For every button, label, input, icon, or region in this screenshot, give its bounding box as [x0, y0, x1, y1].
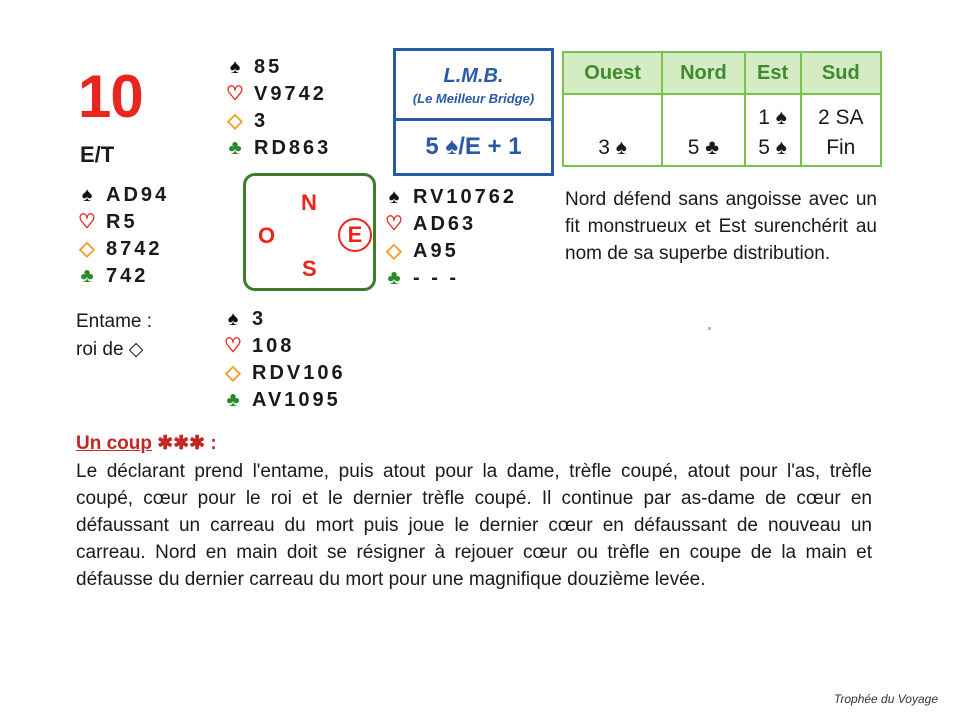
compass-south: S — [302, 256, 317, 281]
auction-cell-east — [745, 94, 801, 166]
coup-text: Le déclarant prend l'entame, puis atout pour la dame, trèfle coupé, atout pour l'as, trèfle coupé, cœur pour le roi et le dernier trèfle coupé. Il continue par as-dame de cœur en défaussant un carreau du mort puis joue le dernier cœur en défaussant de nouveau un carreau. Nord en main doit se résigner à rejouer cœur ou trèfle en coupe de la main et défausse du dernier carreau du mort pour une magnifique douzième levée. — [76, 461, 872, 590]
vulnerability: E/T — [80, 142, 115, 167]
spade-icon: ♠ — [229, 56, 241, 78]
north-spades: 85 — [254, 56, 283, 78]
spade-icon: ♠ — [388, 186, 400, 208]
coup-stars: ✱✱✱ — [157, 433, 206, 454]
compass-east-declarer: E — [338, 218, 372, 252]
compass-west: O — [258, 223, 276, 248]
auction-table — [562, 51, 882, 167]
heart-icon: ♡ — [224, 335, 242, 357]
diamond-icon: ◇ — [227, 110, 243, 132]
coup-colon: : — [210, 433, 217, 454]
bid: 5 ♣ — [687, 136, 720, 159]
bid: Fin — [826, 136, 856, 159]
compass-box — [243, 173, 376, 291]
east-clubs: - - - — [413, 267, 460, 289]
auction-header-north: Nord — [662, 52, 744, 94]
west-clubs: 742 — [106, 265, 149, 287]
south-hearts: 108 — [252, 335, 295, 357]
heart-icon: ♡ — [385, 213, 403, 235]
lead-label: Entame : — [76, 311, 153, 332]
north-clubs: RD863 — [254, 137, 332, 159]
auction-comment: Nord défend sans angoisse avec un fit monstrueux et Est surenchérit au nom de sa superbe distribution. — [565, 189, 877, 264]
auction-cell-west — [563, 94, 662, 166]
south-hand — [222, 306, 346, 414]
north-hearts: V9742 — [254, 83, 327, 105]
east-diamonds: A95 — [413, 240, 459, 262]
spade-icon: ♠ — [81, 184, 93, 206]
board-number: 10 — [78, 63, 143, 130]
club-icon: ♣ — [228, 137, 242, 159]
diamond-icon: ◇ — [225, 362, 241, 384]
lmb-subtitle: (Le Meilleur Bridge) — [412, 91, 535, 106]
west-spades: AD94 — [106, 184, 170, 206]
east-hearts: AD63 — [413, 213, 477, 235]
bid: 2 SA — [818, 106, 864, 129]
south-diamonds: RDV106 — [252, 362, 346, 384]
coup-label: Un coup — [76, 433, 152, 454]
bid: 1 ♠ — [758, 106, 787, 129]
auction-header-west: Ouest — [563, 52, 662, 94]
north-diamonds: 3 — [254, 110, 269, 132]
lead-card: roi de ◇ — [76, 339, 144, 360]
south-clubs: AV1095 — [252, 389, 341, 411]
auction-cell-north — [662, 94, 744, 166]
diamond-icon: ◇ — [386, 240, 402, 262]
bid: 5 ♠ — [758, 136, 787, 159]
footer-credit: Trophée du Voyage — [833, 692, 938, 706]
opening-lead — [76, 308, 152, 364]
heart-icon: ♡ — [78, 211, 96, 233]
auction-header-south: Sud — [801, 52, 881, 94]
east-hand — [383, 184, 517, 292]
auction-header-east: Est — [745, 52, 801, 94]
auction-cell-south — [801, 94, 881, 166]
club-icon: ♣ — [80, 265, 94, 287]
lmb-contract: 5 ♠/E + 1 — [425, 133, 522, 160]
spade-icon: ♠ — [227, 308, 239, 330]
speck — [708, 327, 711, 330]
compass-north: N — [301, 190, 317, 215]
west-hearts: R5 — [106, 211, 138, 233]
auction-bids-row — [563, 94, 881, 166]
bid: 3 ♠ — [598, 136, 627, 159]
east-spades: RV10762 — [413, 186, 518, 208]
diamond-icon: ◇ — [79, 238, 95, 260]
auction-header-row — [563, 52, 881, 94]
lmb-title: L.M.B. — [443, 65, 504, 87]
lmb-box — [393, 48, 554, 176]
heart-icon: ♡ — [226, 83, 244, 105]
south-spades: 3 — [252, 308, 267, 330]
west-diamonds: 8742 — [106, 238, 163, 260]
north-hand — [224, 54, 331, 162]
west-hand — [76, 182, 169, 290]
club-icon: ♣ — [387, 267, 401, 289]
coup-heading — [76, 432, 217, 455]
club-icon: ♣ — [226, 389, 240, 411]
